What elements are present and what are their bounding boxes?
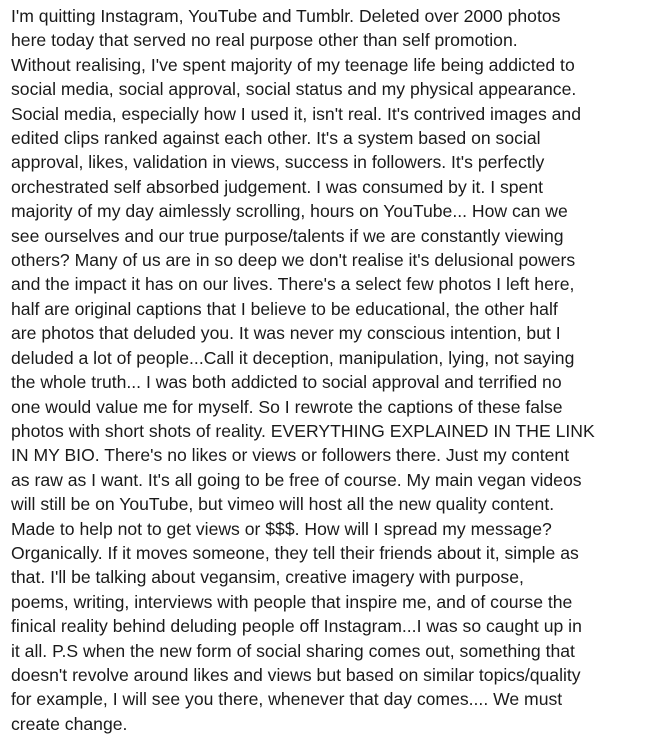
caption-line-21: will still be on YouTube, but vimeo will host all the new quality content. <box>11 494 555 515</box>
caption-line-26: finical reality behind deluding people off Instagram...I was so caught up in <box>11 616 582 637</box>
caption-line-30: create change. <box>11 713 128 734</box>
caption-line-16: the whole truth... I was both addicted to social approval and terrified no <box>11 372 562 393</box>
caption-line-11: others? Many of us are in so deep we don't realise it's delusional powers <box>11 250 576 271</box>
caption-line-24: that. I'll be talking about vegansim, creative imagery with purpose, <box>11 567 524 588</box>
caption-line-8: orchestrated self absorbed judgement. I was consumed by it. I spent <box>11 176 544 197</box>
caption-line-13: half are original captions that I believe to be educational, the other half <box>11 298 558 319</box>
caption-line-6: edited clips ranked against each other. It's a system based on social <box>11 128 541 149</box>
caption-line-15: deluded a lot of people...Call it deception, manipulation, lying, not saying <box>11 347 575 368</box>
caption-line-17: one would value me for myself. So I rewrote the captions of these false <box>11 396 563 417</box>
caption-line-20: as raw as I want. It's all going to be free of course. My main vegan videos <box>11 469 582 490</box>
caption-line-19: IN MY BIO. There's no likes or views or followers there. Just my content <box>11 445 570 466</box>
caption-line-1: I'm quitting Instagram, YouTube and Tumblr. Deleted over 2000 photos <box>11 6 561 26</box>
caption-line-3: Without realising, I've spent majority of my teenage life being addicted to <box>11 54 575 75</box>
caption-line-29: for example, I will see you there, whenever that day comes.... We must <box>11 689 563 710</box>
caption-line-18: photos with short shots of reality. EVERYTHING EXPLAINED IN THE LINK <box>11 420 595 441</box>
caption-line-5: Social media, especially how I used it, isn't real. It's contrived images and <box>11 103 581 124</box>
caption-line-4: social media, social approval, social status and my physical appearance. <box>11 79 577 100</box>
caption-text <box>11 4 637 736</box>
caption-line-7: approval, likes, validation in views, success in followers. It's perfectly <box>11 152 545 173</box>
caption-line-27: it all. P.S when the new form of social sharing comes out, something that <box>11 640 575 661</box>
caption-line-9: majority of my day aimlessly scrolling, hours on YouTube... How can we <box>11 201 568 222</box>
caption-line-14: are photos that deluded you. It was never my conscious intention, but I <box>11 323 561 344</box>
caption-line-23: Organically. If it moves someone, they tell their friends about it, simple as <box>11 542 579 563</box>
caption-line-10: see ourselves and our true purpose/talents if we are constantly viewing <box>11 225 564 246</box>
caption-line-12: and the impact it has on our lives. There's a select few photos I left here, <box>11 274 575 295</box>
caption-line-2: here today that served no real purpose other than self promotion. <box>11 30 518 51</box>
caption-line-22: Made to help not to get views or $$$. How will I spread my message? <box>11 518 552 539</box>
caption-line-28: doesn't revolve around likes and views but based on similar topics/quality <box>11 664 581 685</box>
caption-line-25: poems, writing, interviews with people that inspire me, and of course the <box>11 591 573 612</box>
